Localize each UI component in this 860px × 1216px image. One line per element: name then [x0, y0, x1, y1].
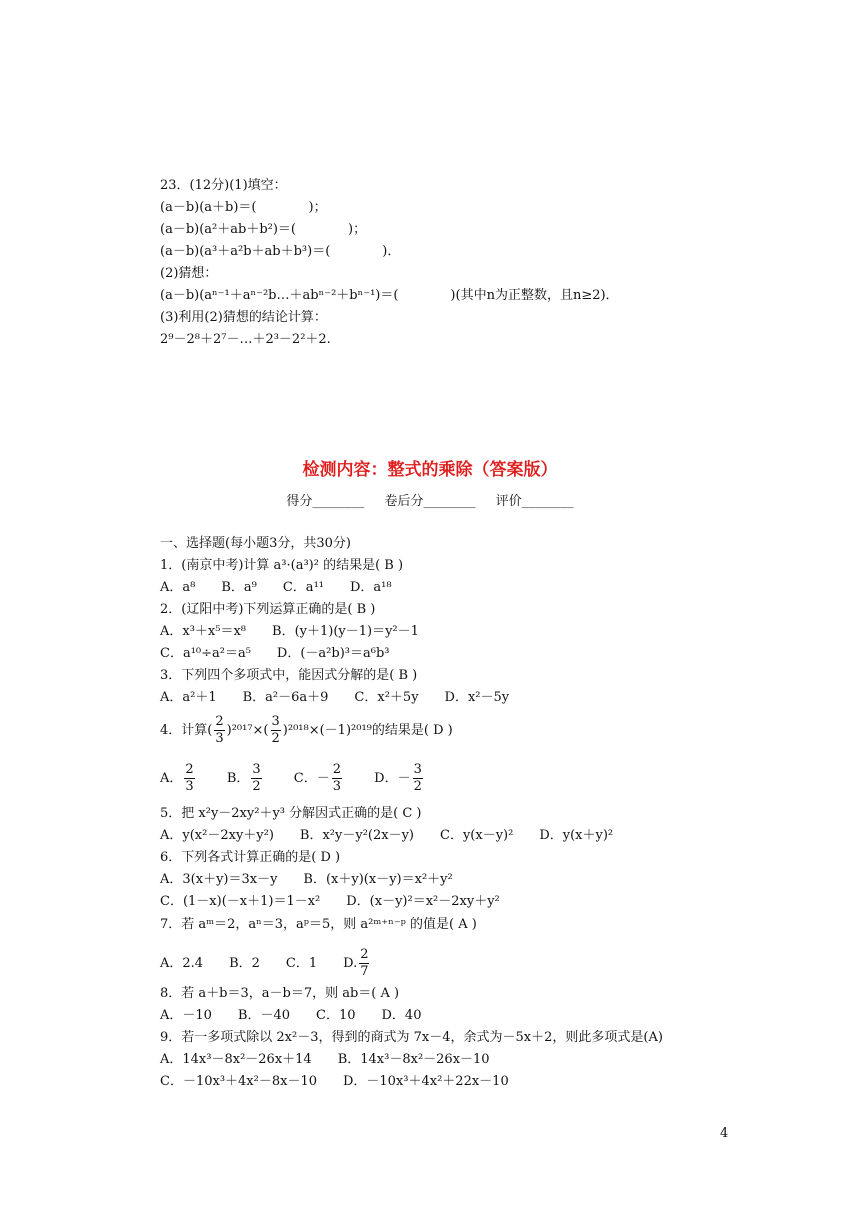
q7-options: A．2.4 B．2 C．1 D. $\frac{2}{7}$: [160, 947, 369, 979]
q2-options-a: A．x³＋x⁵＝x⁸ B．(y＋1)(y－1)＝y²－1: [160, 624, 419, 639]
q23-line-4: (2)猜想：: [160, 266, 218, 281]
q8-text: 8．若 a＋b＝3，a－b＝7，则 ab＝( A ): [160, 986, 400, 1001]
q6-options-a: A．3(x＋y)＝3x－y B．(x＋y)(x－y)＝x²＋y²: [160, 872, 453, 887]
q1-text: 1．(南京中考)计算 a³·(a³)² 的结果是( B ): [160, 558, 404, 573]
q4-fraction-1: $\frac{2}{3}$: [215, 714, 224, 746]
section-heading: 一、选择题(每小题3分，共30分): [160, 536, 351, 551]
q3-text: 3．下列四个多项式中，能因式分解的是( B ): [160, 668, 418, 683]
q9-options-a: A．14x³－8x²－26x＋14 B．14x³－8x²－26x－10: [160, 1052, 490, 1067]
q1-options: A．a⁸ B．a⁹ C．a¹¹ D．a¹⁸: [160, 580, 392, 595]
q5-options: A．y(x²－2xy＋y²) B．x²y－y²(2x－y) C．y(x－y)² D．y(x＋y)²: [160, 828, 614, 843]
q6-text: 6．下列各式计算正确的是( D ): [160, 850, 341, 865]
q23-header: 23．(12分)(1)填空：: [160, 178, 287, 193]
evaluation-label: 评价________: [495, 494, 574, 509]
q23-line-1: (a－b)(a＋b)＝( )；: [160, 200, 327, 215]
q23-line-3: (a－b)(a³＋a²b＋ab＋b³)＝( )．: [160, 244, 401, 259]
q23-line-2: (a－b)(a²＋ab＋b²)＝( )；: [160, 222, 367, 237]
q23-line-6: (3)利用(2)猜想的结论计算：: [160, 310, 327, 325]
q4-options: A． $\frac{2}{3}$ B． $\frac{3}{2}$ C．－ $\frac{2}{3}$ D．－ $\frac{3}{2}$: [160, 762, 422, 794]
q23-line-5: (a－b)(aⁿ⁻¹＋aⁿ⁻²b…＋abⁿ⁻²＋bⁿ⁻¹)＝( )(其中n为正整数，且n≥2)．: [160, 288, 619, 303]
page-title: 检测内容：整式的乘除（答案版）: [302, 460, 558, 480]
page-number: 4: [720, 1126, 729, 1141]
q5-text: 5．把 x²y－2xy²＋y³ 分解因式正确的是( C ): [160, 806, 422, 821]
score-label: 得分________: [286, 494, 365, 509]
q4-fraction-2: $\frac{3}{2}$: [271, 714, 280, 746]
q9-options-b: C．－10x³＋4x²－8x－10 D．－10x³＋4x²＋22x－10: [160, 1074, 509, 1089]
q2-options-b: C．a¹⁰÷a²＝a⁵ D．(－a²b)³＝a⁶b³: [160, 646, 390, 661]
q6-options-b: C．(1－x)(－x＋1)＝1－x² D．(x－y)²＝x²－2xy＋y²: [160, 894, 500, 909]
final-score-label: 卷后分________: [384, 494, 476, 509]
score-row: [0, 490, 860, 509]
q3-options: A．a²＋1 B．a²－6a＋9 C．x²＋5y D．x²－5y: [160, 690, 510, 705]
q8-options: A．－10 B．－40 C．10 D．40: [160, 1008, 422, 1023]
q7-text: 7．若 aᵐ＝2，aⁿ＝3，aᵖ＝5，则 a²ᵐ⁺ⁿ⁻ᵖ 的值是( A ): [160, 917, 477, 932]
q4-text: 4．计算( $\frac{2}{3}$ )²⁰¹⁷×( $\frac{3}{2}$ )²⁰¹⁸×(－1)²⁰¹⁹的结果是( D ): [160, 714, 453, 746]
q9-text: 9．若一多项式除以 2x²－3，得到的商式为 7x－4，余式为－5x＋2，则此多项式是(A): [160, 1030, 663, 1045]
q23-line-7: 2⁹－2⁸＋2⁷－…＋2³－2²＋2.: [160, 332, 331, 347]
q2-text: 2．(辽阳中考)下列运算正确的是( B ): [160, 602, 376, 617]
